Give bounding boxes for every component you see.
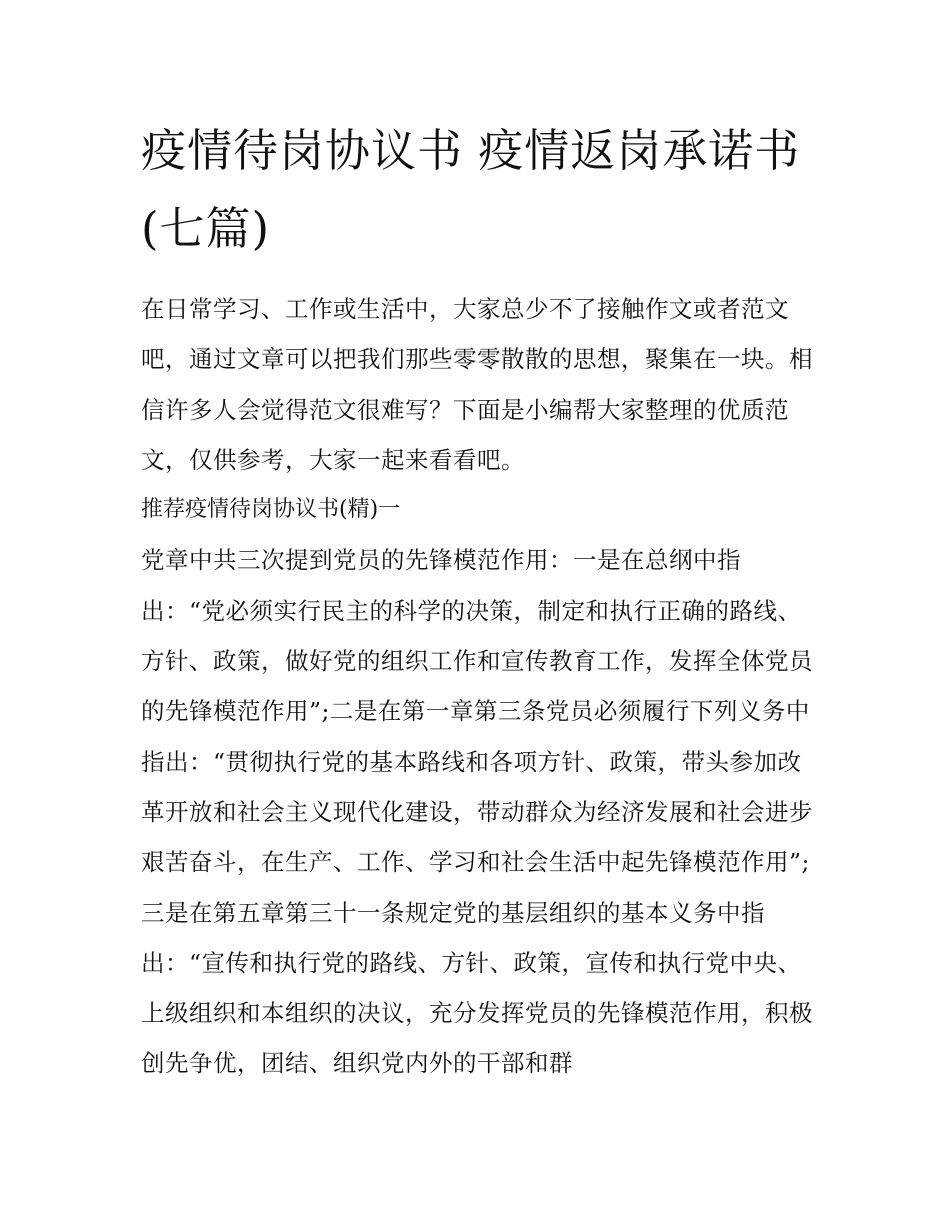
- body-paragraph: 党章中共三次提到党员的先锋模范作用：一是在总纲中指出：“党必须实行民主的科学的决策，制定和执行正确的路线、方针、政策，做好党的组织工作和宣传教育工作，发挥全体党员的先锋模范作用”;二是在第一章第三条党员必须履行下列义务中指出：“贯彻执行党的基本路线和各项方针、政策，带头参加改革开放和社会主义现代化建设，带动群众为经济发展和社会进步艰苦奋斗，在生产、工作、学习和社会生活中起先锋模范作用”;三是在第五章第三十一条规定党的基层组织的基本义务中指出：“宣传和执行党的路线、方针、政策，宣传和执行党中央、上级组织和本组织的决议，充分发挥党员的先锋模范作用，积极创先争优，团结、组织党内外的干部和群: [141, 546, 813, 1078]
- document-title: 疫情待岗协议书 疫情返岗承诺书(七篇): [141, 124, 801, 255]
- section-heading: 推荐疫情待岗协议书(精)一: [141, 497, 401, 523]
- document-page: [141, 112, 821, 1089]
- intro-paragraph: 在日常学习、工作或生活中，大家总少不了接触作文或者范文吧，通过文章可以把我们那些零零散散的思想，聚集在一块。相信许多人会觉得范文很难写？下面是小编帮大家整理的优质范文，仅供参考，大家一起来看看吧。: [141, 295, 813, 474]
